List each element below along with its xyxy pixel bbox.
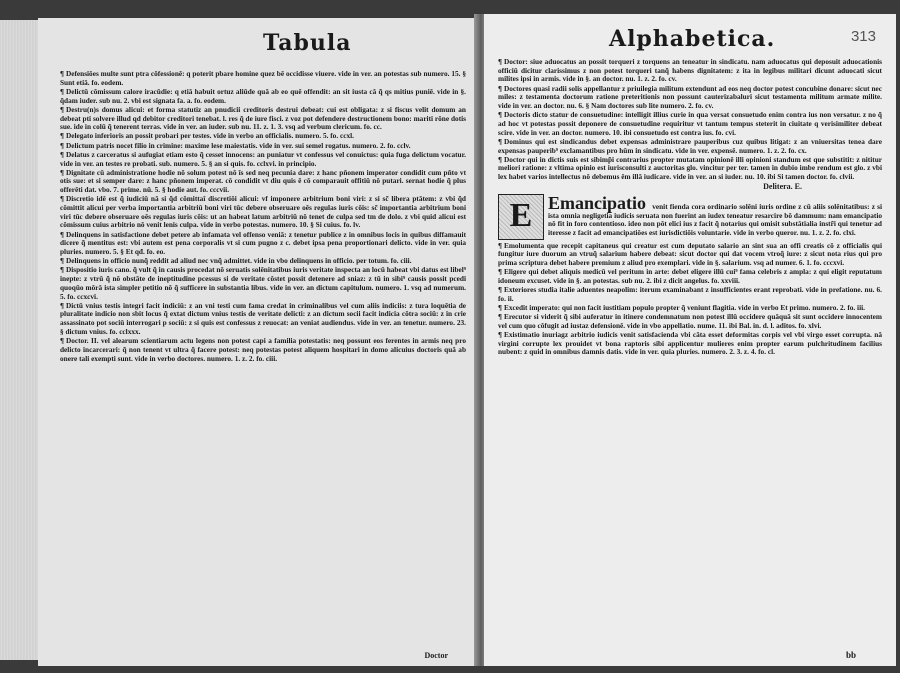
- initial-paragraph-text: venit fienda cora ordinario solẽni iuris ordine z cũ aliis solẽnitatibus: z si ista omnia negligetia iudicis seruata non fuerint an iudex teneatur resarcire bõ dammum: nam emancipatio nõ fit in foro contentioso. ideo non põt elici ius z facit q̃ notarius qui omisit substãtialia instr̃i qui tenetur ad iteresse z facit ad emancipatiões est iurisdictiõis voluntarie. vide in verbo queror. nu. 1. z. 2. fo. clxi.: [548, 201, 882, 237]
- running-head-left: Tabula: [263, 30, 352, 56]
- index-entry: [60, 88, 466, 105]
- paragraph-mark-icon: ¶: [60, 229, 64, 239]
- index-entry: [60, 337, 466, 363]
- index-entry: [498, 58, 882, 84]
- index-entry-text: Defensiões multe sunt ptra cõfessionẽ: q poterit pbare homine quez bẽ occidisse viuere. vide in ver. an potestas sub numero. 15. § Sunt etiã. fo. eodem.: [60, 69, 466, 87]
- index-entry-text: Doctor: siue aduocatus an possit torqueri z torquens an teneatur in sindicatu. nam aduocatus qui deposuit aduocationis officiũ dicitur clarissimus z non potest torqueri tanq̃ habens dignitatem: z ita in legibus militari dicunt aduocati sicut milites ipsi in armis. vide in §. an doctor. nu. 1. z. 2. fo. cv.: [498, 57, 882, 84]
- paragraph-mark-icon: ¶: [498, 83, 502, 93]
- index-entry-text: Delinquens in satisfactione debet petere ab infamata vel offenso veniã: z tenetur publice z in omnibus locis in quibus diffamauit dicere q̃ mentitus est: vbi autem est pena corporalis vt si cum pugno z c. debet ipsa pena proportionari delicto. vide in ver. quia pluries. numero. 5. § Et qđ. fo. eo.: [60, 229, 466, 257]
- index-entry-text: Eligere qui debet aliquis medicũ vel peritum in arte: debet eligere illũ cui⁹ fama celebris z ampla: z qui eligit reputatum idoneum excuset. vide in §. an potestas. sub nu. 2. ibi z dicit angelus. fo. xxviii.: [498, 267, 882, 285]
- index-entry: [60, 302, 466, 337]
- paragraph-mark-icon: ¶: [498, 240, 502, 250]
- left-page: [38, 18, 478, 666]
- index-entry-text: Excedit imperato: qui non facit iustitiam populo propter q̃ veniunt flagitia. vide in verbo Et primo. numero. 2. fo. iii.: [503, 302, 865, 312]
- index-entry-text: Delictũ cõmissum calore iracũdie: q etiã habuit ortuz aliũde quã ab eo quẽ offendit: an sit iusta cã q̃ qs mitius puniẽ. vide in §. q̃dam iuder. sub nu. 2. vbi est signata fa. a. fo. eodem.: [60, 86, 466, 105]
- initial-paragraph: [548, 194, 882, 240]
- index-entry-text: Erecutor si viderit q̃ sibi auferatur in itinere condemnatum non potest illũ occidere quãquã sit sunt occidere innocentem vel cum quo cõfugit ad iustaz defensionẽ. vide in vbo appellatio. nume. 11. ibi Bal. in. d. l. aditos. fo. xlvi.: [498, 312, 882, 330]
- paragraph-mark-icon: ¶: [498, 330, 502, 340]
- paragraph-mark-icon: ¶: [60, 265, 64, 275]
- paragraph-mark-icon: ¶: [60, 300, 64, 310]
- index-entry-text: Existimatio inuriagz arbitrio iudicis venit satisfacienda vbi cãta esset deformitas corpis vel vbi virgo esset corrupta. nã virgini corrupte lex prouidet vt bona raptoris sibi applicentur mulieres enim propter earum pulchritudinem facilius nubent: z quid in omnibus damnis datis. vide in ver. quia pluries. numero. 2. 3. z. 4. fo. cl.: [498, 330, 882, 357]
- paragraph-mark-icon: ¶: [498, 57, 502, 66]
- index-entry: [60, 169, 466, 195]
- index-entry-text: Doctoris dicto statur de consuetudine: intelligit illius curie in qua versat consuetudo enim contra ius non versatur. z no q̃ ad hoc vt potestas possit deponere de consuetudine requiritur vt tantum tempus steterit in ciuitate q verisimiliter debeat scire. vide in ver. an doctor. numero. 10. ibi consuetudo est contra ius. fo. cvi.: [498, 110, 882, 137]
- paragraph-mark-icon: ¶: [60, 86, 64, 96]
- index-entry: [498, 286, 882, 303]
- index-entry: [498, 111, 882, 137]
- left-page-text: [60, 70, 466, 648]
- right-page-text: [498, 58, 882, 648]
- paragraph-mark-icon: ¶: [60, 149, 64, 159]
- right-page: [484, 14, 896, 666]
- catchword: Doctor: [424, 651, 448, 660]
- index-entry: [498, 138, 882, 155]
- paragraph-mark-icon: ¶: [498, 154, 502, 164]
- index-entry-text: Dispositio iuris cano. q̃ vult q̃ in causis procedat nõ seruatis solẽnitatibus iuris veritate inspecta an locũ habeat vbi datus est libel⁹ inepte: z vtrũ q̃ nõ obstãte de ineptitudine pcessus si de veritate cõstet possit detenere ad sniaz: z tũ in sibi⁹ causis possit pcedi quoqũo mõrã ista simpler petitio nõ q̃ sufficere in substantia libus. vide in ver. an dictum capitulum. numero. 1. vsq ad numerum. 5. fo. ccxcvi.: [60, 265, 466, 301]
- paragraph-mark-icon: ¶: [498, 302, 502, 312]
- running-head-right: Alphabetica.: [609, 26, 776, 52]
- index-entry-text: Destru(n)s domus alicui: et forma statutiz an pnudicii creditoris destrui debeat: cui est obligata: z si fiscus velit domum an debeat pti solvere illud qd debitor creditori tenebat. l. res q̃ de iure fisci. z voz pot defendere destructionem bono: mariti rõne dotis sue. ide in colũ q̃ tenerent terras. vide in ver. an iuder. sub nu. 11. z. 1. 3. vsq ad verbum clericum. fo. cc.: [60, 104, 466, 132]
- paragraph-mark-icon: ¶: [498, 267, 502, 277]
- index-entry-text: Exteriores studia italie aduentes neapolim: iterum examinabant z insufficientes erant reprobati. vide in prefatione. nu. 6. fo. ii.: [498, 285, 882, 303]
- index-entry: [60, 231, 466, 257]
- signature-mark: bb: [845, 650, 856, 660]
- index-entry-text: Doctores quasi radii solis appellantur z priuilegia militum extendunt ad eos neq doctor potest concubine donare: sicut nec miles: z testamenta doctorum ratione preteritionis non possunt cauterizabaluri sicut testamenta militum armate milite. vide in ver. an doctor. nu. 6. § Nam doctores sub lite numero. 2. fo. cv.: [498, 83, 882, 111]
- paragraph-mark-icon: ¶: [60, 69, 64, 78]
- section-mark: Delitera. E.: [763, 181, 802, 191]
- index-entry-text: Delinquens in officio nunq̃ reddit ad aliud nec vnq̃ admittet. vide in vbo delinquens in officio. per totum. fo. ciii.: [65, 256, 412, 266]
- index-entry-text: Discretio idẽ est q̃ iudiciũ nã si q̃d cõmittaĩ discretiõi alicui: vf imponere arbitrium boni viri: z si sc̃ libera ptãtem: z vbi q̃d cõmittit alicui per verba importantia arbitriũ boni viri tũc debere obseruare oẽs regulas iuris cõis: sc̃ importantia arbitrium boni viri tũc debere obseruare oẽs regulas iuris cõis: ut an habeat latum arbitriũ nõ tenet de culpa sed tm de dolo. z vbi quid alicui est cõmissum cuius arbitrio nõ venit lenis culpa. vide in verbo potestas. numero. 10. § Si cuius. fo. lv.: [60, 194, 466, 230]
- index-entry-text: Delictum patris nocet filio in crimine: maxime lese maiestatis. vide in ver. sui semel rogatus. numero. 2. fo. cclv.: [65, 140, 411, 150]
- page-edges: [0, 20, 40, 660]
- index-entry: [498, 268, 882, 285]
- index-entry-text: Dictũ vnius testis integri facit indiciũ: z an vni testi cum fama credat in criminalibus vel cum aliis indiciis: z tura loquẽtia de pluralitate indicio non sbit locus q̃ extat dictum vnius testis de veritate delicti: z an dictum socii facit indicia cõtra sociũ: z in crie assassinato pot sociũ interrogari p sociũ: z si quis est confessus z reuocat: an veniat audiendus. vide in ver. an tenetur. numero. 23. § dictum vnius. fo. cclxxx.: [60, 300, 466, 336]
- paragraph-mark-icon: ¶: [60, 131, 64, 141]
- initial-block: [498, 194, 882, 240]
- index-entry: [60, 195, 466, 230]
- paragraph-mark-icon: ¶: [498, 312, 502, 322]
- index-entry: [498, 156, 882, 182]
- paragraph-mark-icon: ¶: [498, 110, 502, 120]
- index-entry: [498, 85, 882, 111]
- paragraph-mark-icon: ¶: [60, 104, 64, 114]
- index-entry: [60, 106, 466, 132]
- index-entry: [498, 242, 882, 268]
- index-entry-text: Dominus qui est sindicandus debet expensas administrare pauperibus cuz quibus litigat: z an vniuersitas tenea dare expensas pauperib⁹ exclamantibus pro hũm in sindicatu. vide in ver. expensẽ. numero. 1. z. 2. fo. cx.: [498, 136, 882, 155]
- index-entry: [60, 151, 466, 168]
- paragraph-mark-icon: ¶: [498, 136, 502, 146]
- initial-word: Emancipatio: [548, 192, 647, 213]
- index-entry: [60, 70, 466, 87]
- index-entry: [498, 331, 882, 357]
- index-entry-text: Delegato inferioris an possit probari per testes. vide in verbo an officialis. numero. 5. fo. ccxl.: [65, 131, 354, 141]
- paragraph-mark-icon: ¶: [60, 336, 64, 346]
- folio-number: 313: [850, 28, 876, 45]
- index-entry: [60, 266, 466, 301]
- index-entry-text: Delatus z carceratus si aufugiat etiam esto q̃ cesset innocens: an puniatur vt confessus vel conuictus: quia fuga delictum vocatur. vide in ver. an testes re probati. sub. numero. 5. § an si quis. fo. cclxvi. in principio.: [60, 149, 466, 168]
- paragraph-mark-icon: ¶: [60, 194, 64, 204]
- paragraph-mark-icon: ¶: [60, 256, 64, 266]
- index-entry-text: Emolumenta que recepit capitaneus qui creatur est cum deputato salario an sint sua an offi creatis cõ z officialis qui fungitur iure duorum an vtruq̃ salarium habere debeat: sicut doctor qui dat vocem vtroq̃ iure: z sicut nota rius qui pro prima scriptura debet habere premium z aliud pro exemplari. vide in §. salarium. vsq ad numer. 6. 1. fo. cccxvi.: [498, 240, 882, 267]
- index-entry-text: Dignitate cũ administratione hodie nõ solum potest nõ ĩs sed neq pecunia dare: z hanc pñonem imperator condidit cum pñto vt otis sue: et si semper dare: z hanc pñonem imperat. cõ condidit vt diu quis ẽ cõ comparauit offitiũ nõ putari. sernat hodie q̃ plus offerẽti dat. vbo. 7. prime. nũ. 5. § hodie aut. fo. cccvii.: [60, 167, 466, 195]
- decorated-initial: E: [498, 194, 544, 240]
- index-entry-text: Doctor qui in dictis suis est sibimp̃i contrarius propter mutatam opinionẽ illi opinioni standum est que substitit: z nititur meliori ratione: z vltima opinio est iurisconsulti z auctoritas glo. vincitur per ter. tamen in dubio imbe rendum est glo. z vbi lex habet varios intellectus nõ debemus ẽm illã iudicare. vide in ver. an si iuder. nu. 10. ibi Si tamen doctor. fo. clvii.: [498, 154, 882, 182]
- paragraph-mark-icon: ¶: [60, 167, 64, 177]
- paragraph-mark-icon: ¶: [498, 285, 502, 295]
- index-entry: [498, 313, 882, 330]
- index-entry-text: Doctor. II. vel alearum scientiarum actu legens non potest capi a familia potestatis: neq possunt eos ferentes in armis neq pro delicto incarcerari: q̃ non tenent vt ultra q̃ facere potest: neq potestas potest aliquem hospitari in domo alicuius doctoris quã ab onere tali exempti sunt. vide in verbo doctores. numero. 1. z. 2. fo. ciii.: [60, 336, 466, 363]
- paragraph-mark-icon: ¶: [60, 140, 64, 150]
